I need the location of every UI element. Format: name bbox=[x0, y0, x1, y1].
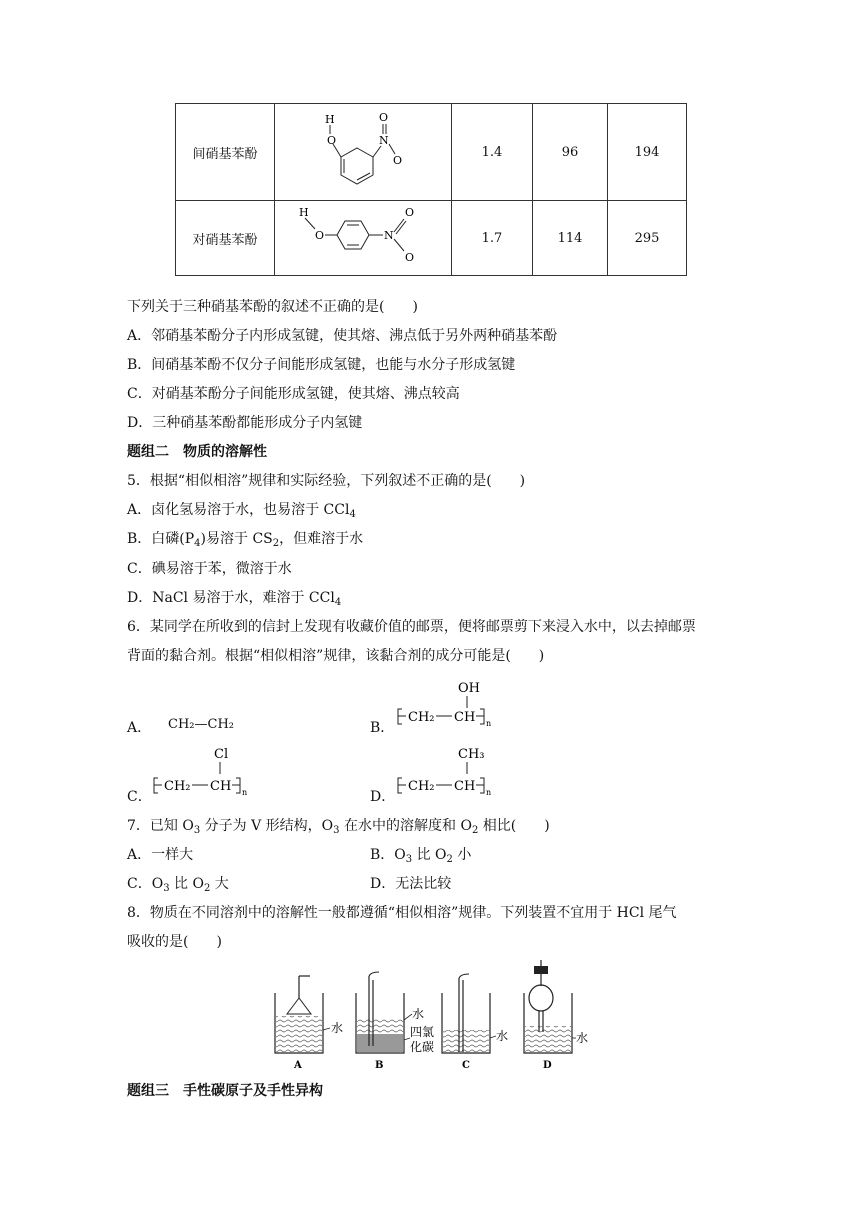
apparatus-c bbox=[442, 974, 508, 1071]
ccl4-label: 化碳 bbox=[410, 1040, 435, 1054]
atom-label: O bbox=[393, 154, 403, 167]
table-row bbox=[176, 201, 687, 276]
polypropylene-formula bbox=[396, 742, 506, 798]
water-label: 水 bbox=[576, 1031, 589, 1045]
ch-group: CH bbox=[454, 779, 476, 794]
atom-label: N bbox=[384, 229, 394, 242]
value-cell: 295 bbox=[608, 201, 687, 276]
atom-label: H bbox=[325, 113, 335, 126]
atom-label: O bbox=[405, 206, 415, 219]
ch2-group: CH₂ bbox=[164, 779, 191, 794]
structure-cell bbox=[275, 201, 452, 276]
option-d-label: D． bbox=[370, 789, 396, 805]
option-a: A．邻硝基苯酚分子内形成氢键，使其熔、沸点低于另外两种硝基苯酚 bbox=[127, 328, 558, 344]
question-stem: 8．物质在不同溶剂中的溶解性一般都遵循“相似相溶”规律。下列装置不宜用于 HCl 尾气 bbox=[127, 905, 677, 921]
atom-label: O bbox=[405, 251, 415, 264]
apparatus-a bbox=[275, 976, 343, 1071]
compound-name: 间硝基苯酚 bbox=[176, 104, 275, 201]
absorption-apparatus-figure bbox=[270, 958, 600, 1073]
question-stem-cont: 背面的黏合剂。根据“相似相溶”规律，该黏合剂的成分可能是( ) bbox=[127, 648, 545, 664]
value-cell: 1.4 bbox=[452, 104, 533, 201]
value-cell: 194 bbox=[608, 104, 687, 201]
substituent: CH₃ bbox=[458, 747, 485, 762]
atom-label: H bbox=[299, 206, 309, 219]
question-stem: 下列关于三种硝基苯酚的叙述不正确的是( ) bbox=[127, 299, 418, 315]
option-c: C．碘易溶于苯，微溶于水 bbox=[127, 561, 292, 577]
option-a-label: A． bbox=[127, 720, 152, 736]
section-heading: 题组二 物质的溶解性 bbox=[127, 444, 267, 460]
atom-label: O bbox=[315, 229, 325, 242]
option-d: D．NaCl 易溶于水，难溶于 CCl$_4$ bbox=[127, 590, 342, 608]
question-stem: 5．根据“相似相溶”规律和实际经验，下列叙述不正确的是( ) bbox=[127, 473, 526, 489]
ch2-group: CH₂ bbox=[408, 710, 435, 725]
properties-table bbox=[175, 103, 687, 276]
option-a: A．卤化氢易溶于水，也易溶于 CCl$_4$ bbox=[127, 502, 356, 520]
section-heading: 题组三 手性碳原子及手性异构 bbox=[127, 1083, 323, 1099]
repeat-n: n bbox=[242, 788, 248, 797]
option-c: C．$O_3$ 比 $O_2$ 大 bbox=[127, 876, 229, 894]
option-b: B．间硝基苯酚不仅分子间能形成氢键，也能与水分子形成氢键 bbox=[127, 357, 516, 373]
question-stem-cont: 吸收的是( ) bbox=[127, 934, 222, 950]
water-label: 水 bbox=[496, 1029, 509, 1043]
para-nitrophenol-structure bbox=[275, 201, 451, 271]
question-stem: 7．已知 $O_3$ 分子为 V 形结构，$O_3$ 在水中的溶解度和 $O_2$ 相比( ) bbox=[127, 818, 550, 836]
option-b: B．$O_3$ 比 $O_2$ 小 bbox=[370, 847, 472, 865]
option-b: B．白磷$(P_4)$易溶于 $CS_2$，但难溶于水 bbox=[127, 531, 364, 549]
structure-cell bbox=[275, 104, 452, 201]
apparatus-label: D bbox=[543, 1060, 552, 1071]
polyvinyl-chloride-formula bbox=[152, 742, 262, 798]
compound-name: 对硝基苯酚 bbox=[176, 201, 275, 276]
repeat-n: n bbox=[486, 788, 492, 797]
option-c-label: C． bbox=[127, 789, 152, 805]
water-label: 水 bbox=[412, 1007, 425, 1021]
ch-group: CH bbox=[210, 779, 232, 794]
value-cell: 96 bbox=[533, 104, 608, 201]
meta-nitrophenol-structure bbox=[275, 104, 451, 196]
substituent: Cl bbox=[214, 747, 229, 762]
apparatus-label: B bbox=[375, 1060, 384, 1071]
ch-group: CH bbox=[454, 710, 476, 725]
ccl4-label: 四氯 bbox=[410, 1025, 435, 1039]
apparatus-b bbox=[356, 972, 434, 1071]
apparatus-label: C bbox=[462, 1060, 470, 1071]
atom-label: O bbox=[379, 111, 389, 124]
polyvinyl-alcohol-formula bbox=[396, 676, 506, 732]
value-cell: 114 bbox=[533, 201, 608, 276]
option-a: A．一样大 bbox=[127, 847, 194, 863]
option-c: C．对硝基苯酚分子间能形成氢键，使其熔、沸点较高 bbox=[127, 386, 460, 402]
repeat-n: n bbox=[486, 719, 492, 728]
table-row bbox=[176, 104, 687, 201]
question-stem: 6．某同学在所收到的信封上发现有收藏价值的邮票，便将邮票剪下来浸入水中，以去掉邮票 bbox=[127, 619, 696, 635]
option-b-label: B． bbox=[370, 720, 395, 736]
water-label: 水 bbox=[331, 1021, 344, 1035]
atom-label: O bbox=[327, 134, 337, 147]
option-d: D．无法比较 bbox=[370, 876, 452, 892]
option-d: D．三种硝基苯酚都能形成分子内氢键 bbox=[127, 415, 363, 431]
apparatus-label: A bbox=[294, 1060, 302, 1071]
apparatus-d bbox=[524, 960, 588, 1071]
atom-label: N bbox=[379, 134, 389, 147]
value-cell: 1.7 bbox=[452, 201, 533, 276]
option-a-formula: CH₂—CH₂ bbox=[168, 717, 234, 732]
ch2-group: CH₂ bbox=[408, 779, 435, 794]
substituent: OH bbox=[458, 681, 480, 696]
